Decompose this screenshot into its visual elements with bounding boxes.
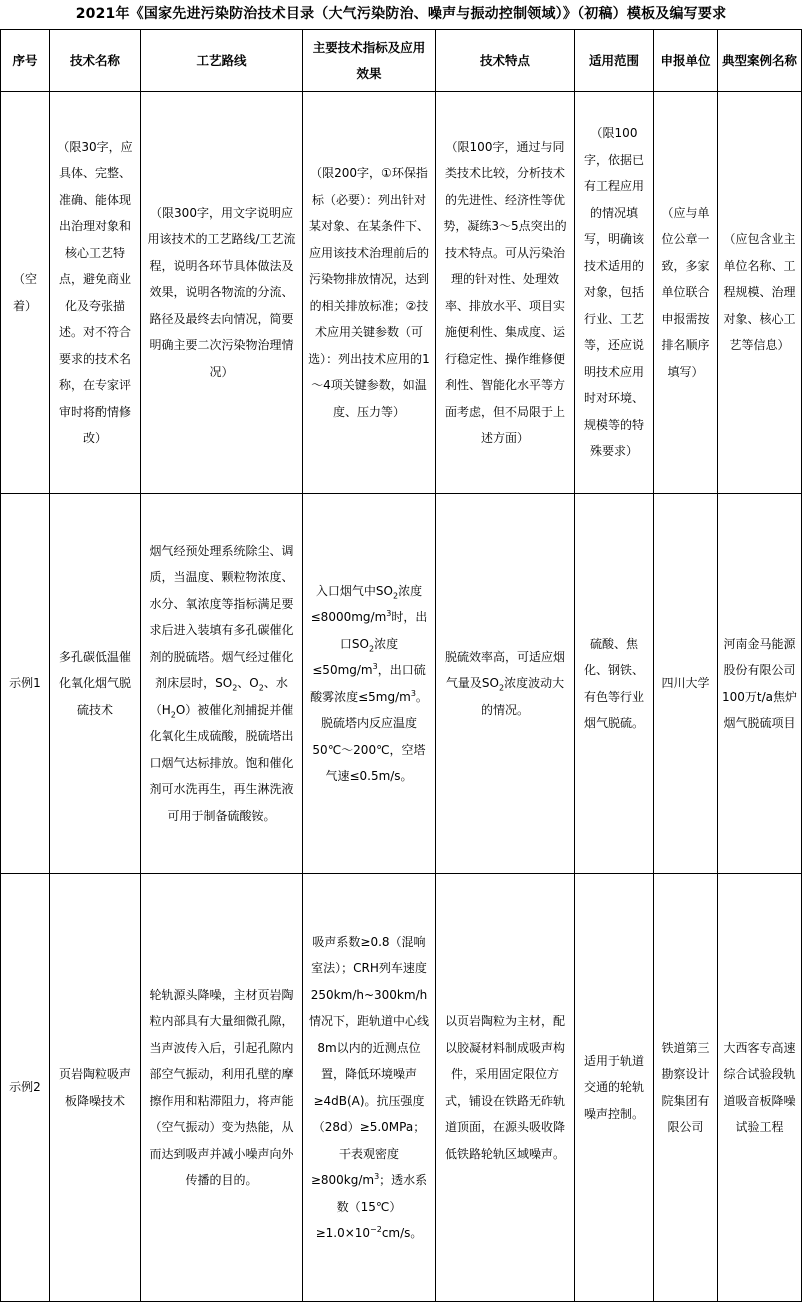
cell-case-name: 河南金马能源股份有限公司100万t/a焦炉烟气脱硫项目 bbox=[718, 494, 802, 874]
cell-seq: 示例1 bbox=[1, 494, 50, 874]
cell-seq: （空着） bbox=[1, 92, 50, 494]
cell-case-name: 大西客专高速综合试验段轨道吸音板降噪试验工程 bbox=[718, 874, 802, 1302]
table-row-example1 bbox=[1, 494, 802, 874]
header-scope: 适用范围 bbox=[575, 30, 654, 92]
header-seq: 序号 bbox=[1, 30, 50, 92]
header-tech-name: 技术名称 bbox=[50, 30, 141, 92]
cell-seq: 示例2 bbox=[1, 874, 50, 1302]
cell-tech-features: 以页岩陶粒为主材，配以胶凝材料制成吸声构件，采用固定限位方式，铺设在铁路无砟轨道顶面，在源头吸收降低铁路轮轨区域噪声。 bbox=[436, 874, 575, 1302]
cell-tech-name: （限30字，应具体、完整、准确、能体现出治理对象和核心工艺特点，避免商业化及夸张描述。对不符合要求的技术名称，在专家评审时将酌情修改） bbox=[50, 92, 141, 494]
template-table bbox=[0, 29, 802, 1302]
header-case-name: 典型案例名称 bbox=[718, 30, 802, 92]
cell-process-route: 烟气经预处理系统除尘、调质，当温度、颗粒物浓度、水分、氧浓度等指标满足要求后进入装填有多孔碳催化剂的脱硫塔。烟气经过催化剂床层时，$SO_2$、$O_2$、水$(H_2O)$被催化剂捕捉并催化氧化生成硫酸，脱硫塔出口烟气达标排放。饱和催化剂可水洗再生，再生淋洗液可用于制备硫酸铵。 bbox=[141, 494, 303, 874]
cell-tech-features: 脱硫效率高，可适应烟气量及$SO_2$浓度波动大的情况。 bbox=[436, 494, 575, 874]
cell-main-metrics: 吸声系数≥0.8（混响室法）；CRH列车速度250km/h~300km/h情况下，距轨道中心线8m以内的近测点位置，降低环境噪声≥4dB(A)。抗压强度（28d）≥5.0MPa；干表观密度$\ge 800kg/m^3$；透水系数$(15℃)\ge 1.0\times 10^{-2}cm/s$。 bbox=[303, 874, 436, 1302]
cell-applicant: （应与单位公章一致，多家单位联合申报需按排名顺序填写） bbox=[654, 92, 718, 494]
cell-tech-name: 页岩陶粒吸声板降噪技术 bbox=[50, 874, 141, 1302]
header-main-metrics: 主要技术指标及应用效果 bbox=[303, 30, 436, 92]
cell-process-route: （限300字，用文字说明应用该技术的工艺路线/工艺流程，说明各环节具体做法及效果，说明各物流的分流、路径及最终去向情况，简要明确主要二次污染物治理情况） bbox=[141, 92, 303, 494]
cell-process-route: 轮轨源头降噪，主材页岩陶粒内部具有大量细微孔隙，当声波传入后，引起孔隙内部空气振动，利用孔壁的摩擦作用和粘滞阻力，将声能（空气振动）变为热能，从而达到吸声并减小噪声向外传播的目的。 bbox=[141, 874, 303, 1302]
header-process-route: 工艺路线 bbox=[141, 30, 303, 92]
cell-tech-features: （限100字，通过与同类技术比较，分析技术的先进性、经济性等优势，凝练3～5点突出的技术特点。可从污染治理的针对性、处理效率、排放水平、项目实施便利性、集成度、运行稳定性、操作维修便利性、智能化水平等方面考虑，但不局限于上述方面） bbox=[436, 92, 575, 494]
cell-applicant: 四川大学 bbox=[654, 494, 718, 874]
document-title: 2021年《国家先进污染防治技术目录（大气污染防治、噪声与振动控制领域）》（初稿）模板及编写要求 bbox=[75, 6, 727, 22]
table-row-blank bbox=[1, 92, 802, 494]
header-row bbox=[1, 30, 802, 92]
cell-scope: （限100字，依据已有工程应用的情况填写，明确该技术适用的对象，包括行业、工艺等，还应说明技术应用时对环境、规模等的特殊要求） bbox=[575, 92, 654, 494]
cell-scope: 硫酸、焦化、钢铁、有色等行业烟气脱硫。 bbox=[575, 494, 654, 874]
header-tech-features: 技术特点 bbox=[436, 30, 575, 92]
cell-main-metrics: 入口烟气中$SO_2$浓度$\le 8000mg/m^3$时，出口$SO_2$浓度$\le 50mg/m^3$，出口硫酸雾浓度$\le 5mg/m^3$。脱硫塔内反应温度50℃～200℃，空塔气速≤0.5m/s。 bbox=[303, 494, 436, 874]
cell-tech-name: 多孔碳低温催化氧化烟气脱硫技术 bbox=[50, 494, 141, 874]
header-applicant: 申报单位 bbox=[654, 30, 718, 92]
cell-applicant: 铁道第三勘察设计院集团有限公司 bbox=[654, 874, 718, 1302]
cell-case-name: （应包含业主单位名称、工程规模、治理对象、核心工艺等信息） bbox=[718, 92, 802, 494]
cell-main-metrics: （限200字，①环保指标（必要）：列出针对某对象、在某条件下、应用该技术治理前后的污染物排放情况，达到的相关排放标准；②技术应用关键参数（可选）：列出技术应用的1～4项关键参数，如温度、压力等） bbox=[303, 92, 436, 494]
table-row-example2 bbox=[1, 874, 802, 1302]
cell-scope: 适用于轨道交通的轮轨噪声控制。 bbox=[575, 874, 654, 1302]
